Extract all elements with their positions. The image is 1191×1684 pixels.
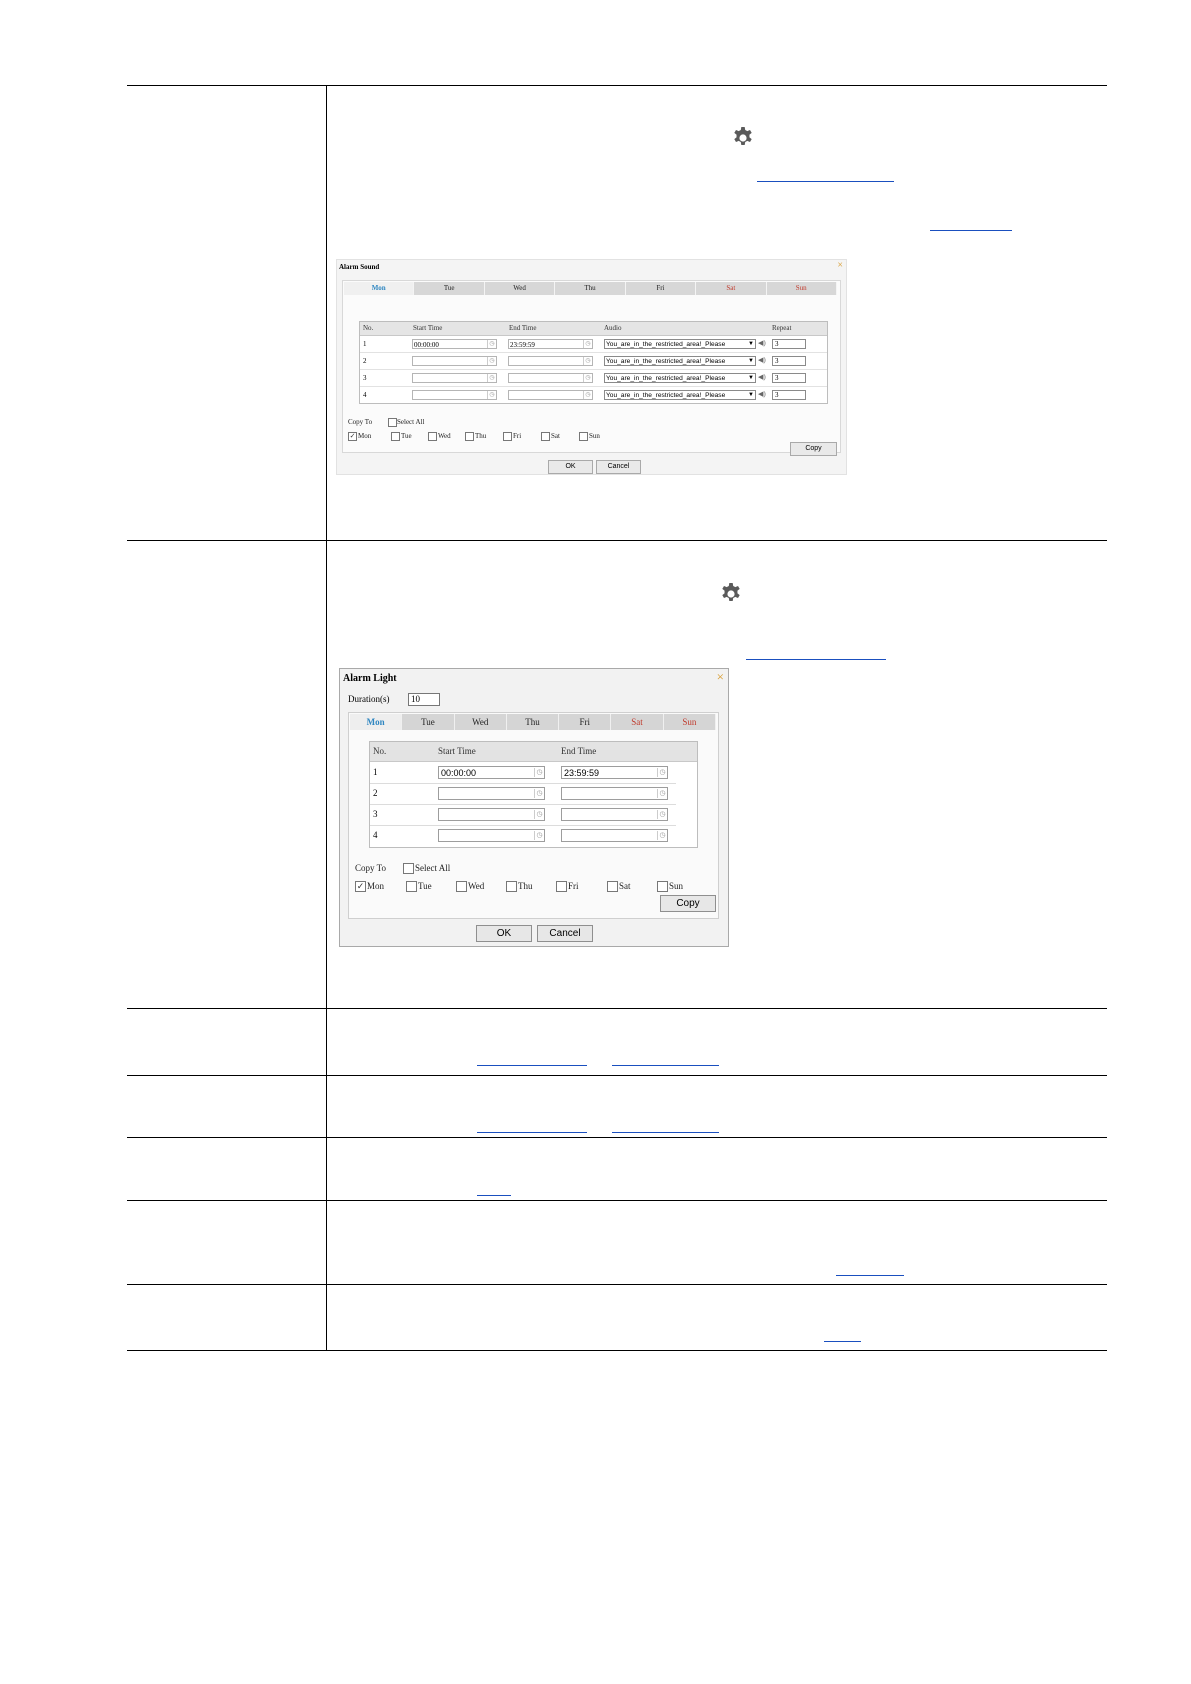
table-row [360,336,827,353]
end-time-input[interactable] [561,787,668,800]
copy-day-label: Wed [468,881,485,891]
copy-day-label: Sun [589,432,600,440]
column-header-start-time: Start Time [413,324,443,332]
table-rule-top [127,85,1107,86]
select-all-label: Select All [415,863,451,873]
alarm-light-dialog [339,668,729,947]
copy-day-label: Sat [551,432,560,440]
duration-input[interactable]: 10 [408,693,440,706]
copy-button[interactable]: Copy [660,895,716,912]
clock-icon[interactable]: ◷ [583,374,592,382]
tab-sun[interactable]: Sun [664,714,716,730]
audio-select[interactable] [604,339,756,349]
dialog-title: Alarm Light [343,673,397,684]
tab-wed[interactable]: Wed [455,714,507,730]
audio-value: You_are_in_the_restricted_area!_Please [606,341,726,348]
column-header-start-time: Start Time [438,746,476,756]
copy-day-label: Wed [438,432,451,440]
start-time-input[interactable] [438,787,545,800]
copy-day-label: Mon [367,881,385,891]
copy-wed-checkbox[interactable] [428,432,437,441]
tab-thu[interactable]: Thu [555,282,625,295]
hyperlink-underline[interactable] [930,230,1012,231]
copy-tue-checkbox[interactable] [406,881,417,892]
hyperlink-underline[interactable] [477,1132,587,1133]
gear-icon[interactable] [731,126,755,150]
clock-icon[interactable]: ◷ [657,789,667,798]
hyperlink-underline[interactable] [612,1065,719,1066]
select-all-checkbox[interactable] [388,418,397,427]
repeat-input[interactable]: 3 [772,356,806,366]
copy-thu-checkbox[interactable] [506,881,517,892]
clock-icon[interactable]: ◷ [657,810,667,819]
copy-day-label: Tue [401,432,412,440]
column-header-end-time: End Time [561,746,597,756]
clock-icon[interactable]: ◷ [583,391,592,399]
table-rule-row4-bottom [127,1137,1107,1138]
start-time-input[interactable] [412,356,497,366]
row-number: 4 [363,391,367,399]
start-time-input[interactable] [438,829,545,842]
row-number: 4 [373,830,378,840]
copy-day-label: Fri [513,432,522,440]
repeat-input[interactable]: 3 [772,390,806,400]
start-time-input[interactable] [438,766,545,779]
start-time-input[interactable] [412,373,497,383]
copy-mon-checkbox[interactable]: ✓ [356,881,365,891]
end-time-input[interactable] [508,390,593,400]
copy-day-label: Thu [518,881,533,891]
column-header-no: No. [363,324,374,332]
clock-icon[interactable]: ◷ [583,340,592,348]
chevron-down-icon: ▼ [748,358,754,364]
end-time-input[interactable] [561,766,668,779]
copy-to-label: Copy To [355,863,386,873]
copy-day-label: Tue [418,881,432,891]
column-header-audio: Audio [604,324,622,332]
clock-icon[interactable]: ◷ [487,391,496,399]
copy-sat-checkbox[interactable] [541,432,550,441]
copy-sat-checkbox[interactable] [607,881,618,892]
clock-icon[interactable]: ◷ [487,374,496,382]
copy-day-label: Thu [475,432,487,440]
clock-icon[interactable]: ◷ [657,831,667,840]
table-row [370,804,676,826]
copy-button[interactable]: Copy [790,442,837,456]
end-time-input[interactable] [561,808,668,821]
copy-to-label: Copy To [348,418,373,426]
tab-fri[interactable]: Fri [559,714,611,730]
table-row [360,387,827,403]
end-time-input[interactable] [508,339,593,349]
close-icon[interactable]: × [837,260,843,271]
table-rule-row2-bottom [127,1008,1107,1009]
table-rule-row3-bottom [127,1075,1107,1076]
gear-icon[interactable] [719,582,743,606]
row-number: 1 [373,767,378,777]
alarm-sound-dialog [336,259,847,475]
table-rule-row6-bottom [127,1284,1107,1285]
table-row [370,762,676,784]
ok-button[interactable]: OK [548,460,593,474]
hyperlink-underline[interactable] [757,181,894,182]
hyperlink-underline[interactable] [477,1065,587,1066]
start-time-value: 00:00:00 [414,341,439,349]
schedule-table [359,321,828,404]
schedule-panel [342,280,841,453]
table-row [360,353,827,370]
dialog-title: Alarm Sound [339,263,380,271]
copy-day-label: Fri [568,881,579,891]
tab-fri[interactable]: Fri [626,282,696,295]
audio-value: You_are_in_the_restricted_area!_Please [606,375,726,382]
table-header [370,742,697,762]
clock-icon[interactable]: ◷ [534,789,544,798]
copy-day-label: Mon [358,432,372,440]
chevron-down-icon: ▼ [748,392,754,398]
clock-icon[interactable]: ◷ [583,357,592,365]
column-header-no: No. [373,746,387,756]
table-row [360,370,827,387]
row-number: 1 [363,340,367,348]
tab-thu[interactable]: Thu [507,714,559,730]
tab-sat[interactable]: Sat [611,714,663,730]
clock-icon[interactable]: ◷ [487,340,496,348]
table-rule-row5-bottom [127,1200,1107,1201]
cancel-button[interactable]: Cancel [596,460,641,474]
copy-fri-checkbox[interactable] [503,432,512,441]
copy-fri-checkbox[interactable] [556,881,567,892]
schedule-table [369,741,698,848]
table-row [370,825,676,846]
row-number: 3 [373,809,378,819]
schedule-panel [348,712,719,919]
hyperlink-underline[interactable] [836,1275,904,1276]
ok-button[interactable]: OK [476,925,532,942]
hyperlink-underline[interactable] [824,1341,861,1342]
end-time-input[interactable] [508,373,593,383]
repeat-input[interactable]: 3 [772,339,806,349]
audio-select[interactable] [604,390,756,400]
speaker-icon[interactable]: ◀) [758,373,766,381]
duration-label: Duration(s) [348,694,390,704]
tab-sun[interactable]: Sun [767,282,837,295]
table-row [370,783,676,805]
table-header [360,322,827,336]
select-all-checkbox[interactable] [403,863,414,874]
end-time-input[interactable] [508,356,593,366]
audio-value: You_are_in_the_restricted_area!_Please [606,392,726,399]
tab-mon[interactable]: Mon [344,282,414,295]
day-tabs [350,714,716,730]
copy-wed-checkbox[interactable] [456,881,467,892]
table-rule-bottom [127,1350,1107,1351]
audio-select[interactable] [604,356,756,366]
start-time-input[interactable] [438,808,545,821]
column-header-end-time: End Time [509,324,537,332]
tab-tue[interactable]: Tue [402,714,454,730]
tab-mon[interactable]: Mon [350,714,402,730]
copy-thu-checkbox[interactable] [465,432,474,441]
row-number: 2 [363,357,367,365]
clock-icon[interactable]: ◷ [534,831,544,840]
clock-icon[interactable]: ◷ [657,768,667,777]
speaker-icon[interactable]: ◀) [758,390,766,398]
copy-sun-checkbox[interactable] [657,881,668,892]
copy-mon-checkbox[interactable]: ✓ [349,432,356,440]
cancel-button[interactable]: Cancel [537,925,593,942]
clock-icon[interactable]: ◷ [487,357,496,365]
hyperlink-underline[interactable] [477,1195,511,1196]
copy-tue-checkbox[interactable] [391,432,400,441]
hyperlink-underline[interactable] [612,1132,719,1133]
row-number: 2 [373,788,378,798]
tab-tue[interactable]: Tue [414,282,484,295]
chevron-down-icon: ▼ [748,375,754,381]
column-header-repeat: Repeat [772,324,792,332]
audio-select[interactable] [604,373,756,383]
speaker-icon[interactable]: ◀) [758,356,766,364]
clock-icon[interactable]: ◷ [534,810,544,819]
end-time-value: 23:59:59 [510,341,535,349]
close-icon[interactable]: × [716,669,724,684]
start-time-input[interactable] [412,339,497,349]
copy-day-label: Sun [669,881,684,891]
day-tabs [344,282,837,295]
hyperlink-underline[interactable] [746,659,886,660]
speaker-icon[interactable]: ◀) [758,339,766,347]
copy-sun-checkbox[interactable] [579,432,588,441]
start-time-value: 00:00:00 [441,768,477,778]
clock-icon[interactable]: ◷ [534,768,544,777]
chevron-down-icon: ▼ [748,341,754,347]
start-time-input[interactable] [412,390,497,400]
repeat-input[interactable]: 3 [772,373,806,383]
tab-sat[interactable]: Sat [696,282,766,295]
row-number: 3 [363,374,367,382]
audio-value: You_are_in_the_restricted_area!_Please [606,358,726,365]
end-time-value: 23:59:59 [564,768,600,778]
tab-wed[interactable]: Wed [485,282,555,295]
copy-day-label: Sat [619,881,631,891]
end-time-input[interactable] [561,829,668,842]
select-all-label: Select All [397,418,425,426]
table-column-divider [326,85,327,1350]
table-rule-row1-bottom [127,540,1107,541]
